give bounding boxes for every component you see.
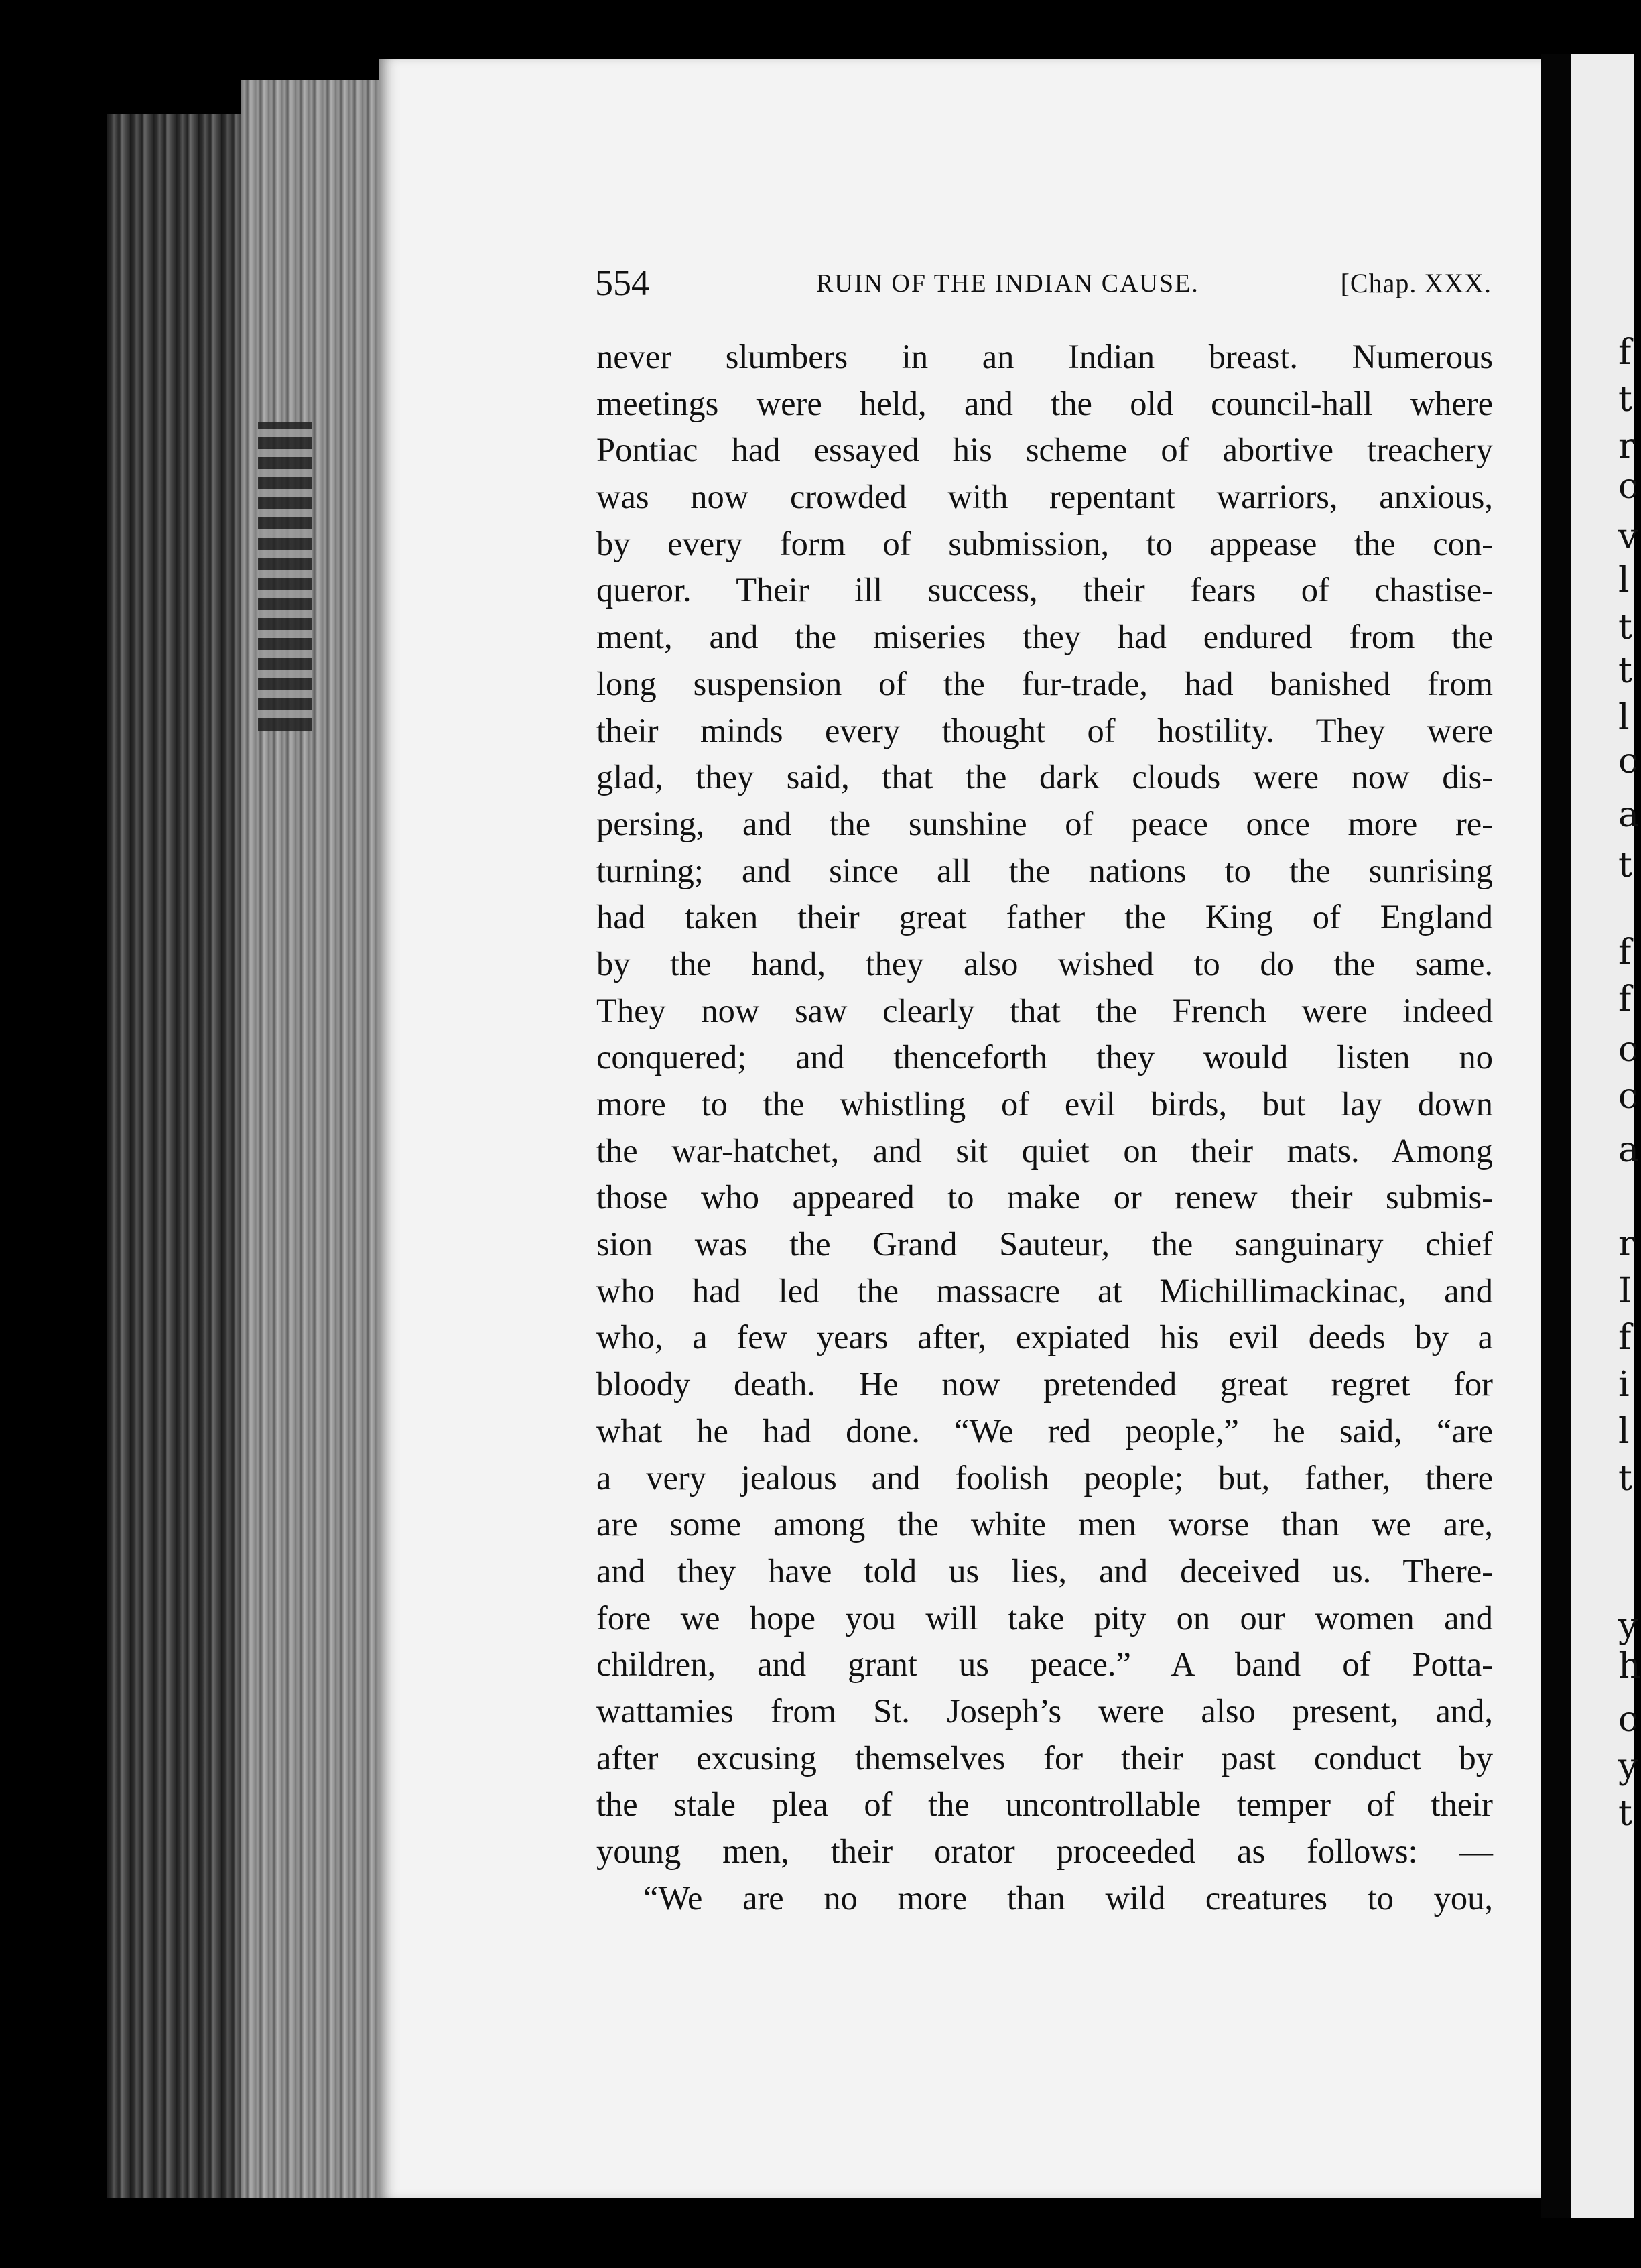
text-line: more to the whistling of evil birds, but lay down — [596, 1085, 1493, 1123]
text-line: the stale plea of the uncontrollable temper of their — [596, 1785, 1493, 1824]
facing-page-char: c — [1618, 466, 1638, 507]
text-line: wattamies from St. Joseph’s were also present, and, — [596, 1692, 1493, 1730]
text-line: their minds every thought of hostility. They were — [596, 711, 1493, 749]
text-line: who, a few years after, expiated his evil deeds by a — [596, 1318, 1493, 1357]
body-text — [596, 334, 1493, 1922]
text-line: the war-hatchet, and sit quiet on their mats. Among — [596, 1131, 1493, 1170]
text-line: ment, and the miseries they had endured from the — [596, 618, 1493, 656]
text-line: who had led the massacre at Michillimackinac, and — [596, 1271, 1493, 1310]
chapter-label: [Chap. XXX. — [1340, 268, 1492, 298]
book-fore-edge — [241, 80, 382, 2198]
facing-page-char: c — [1618, 1700, 1638, 1740]
text-line: bloody death. He now pretended great regret for — [596, 1365, 1493, 1403]
text-line: after excusing themselves for their past conduct by — [596, 1739, 1493, 1777]
facing-page-char: l — [1618, 698, 1630, 738]
text-line: and they have told us lies, and deceived us. There- — [596, 1552, 1493, 1590]
text-line: long suspension of the fur-trade, had banished from — [596, 664, 1493, 702]
running-title: RUIN OF THE INDIAN CAUSE. — [816, 269, 1199, 298]
facing-page-char: c — [1618, 1076, 1638, 1117]
facing-page-char: h — [1618, 1646, 1641, 1686]
facing-page-char: r — [1618, 426, 1635, 466]
text-line: turning; and since all the nations to the sunrising — [596, 851, 1493, 889]
facing-page-char: t — [1618, 651, 1632, 691]
facing-page-char: f — [1618, 332, 1632, 373]
text-line: never slumbers in an Indian breast. Numerous — [596, 338, 1493, 375]
text-line: young men, their orator proceeded as follows: — — [596, 1832, 1493, 1870]
text-line: are some among the white men worse than we are, — [596, 1505, 1493, 1544]
facing-page-char: t — [1618, 379, 1632, 420]
text-line: fore we hope you will take pity on our women and — [596, 1598, 1493, 1637]
book-gutter — [1541, 54, 1575, 2218]
facing-page-char: y — [1618, 1747, 1638, 1787]
text-line: They now saw clearly that the French were indeed — [596, 991, 1493, 1029]
text-line: persing, and the sunshine of peace once more re- — [596, 804, 1493, 842]
facing-page-char: t — [1618, 607, 1632, 647]
text-line: what he had done. “We red people,” he said, “are — [596, 1411, 1493, 1450]
text-line: by the hand, they also wished to do the same. — [596, 944, 1493, 983]
facing-page-char: i — [1618, 1365, 1630, 1405]
text-line: “We are no more than wild creatures to you, — [643, 1879, 1493, 1917]
facing-page-char: c — [1618, 741, 1638, 781]
text-line: Pontiac had essayed his scheme of abortive treachery — [596, 431, 1493, 469]
facing-page-char: r — [1618, 1224, 1635, 1264]
facing-page-char: l — [1618, 1411, 1630, 1452]
facing-page-char: c — [1618, 1029, 1638, 1070]
text-line: those who appeared to make or renew their submis- — [596, 1178, 1493, 1216]
facing-page-char: I — [1618, 1271, 1632, 1311]
facing-page-char: f — [1618, 979, 1632, 1019]
text-line: glad, they said, that the dark clouds were now dis- — [596, 758, 1493, 796]
facing-page-char: t — [1618, 1793, 1632, 1834]
facing-page-char: t — [1618, 1458, 1632, 1499]
facing-page-char: t — [1618, 845, 1632, 885]
facing-page-char: v — [1618, 517, 1638, 557]
library-edge-stamp — [258, 422, 312, 731]
facing-page-char: y — [1618, 1606, 1638, 1646]
text-line: by every form of submission, to appease the con- — [596, 524, 1493, 562]
text-line: conquered; and thenceforth they would listen no — [596, 1038, 1493, 1076]
facing-page-char: a — [1618, 795, 1640, 835]
text-line: meetings were held, and the old council-hall where — [596, 384, 1493, 422]
text-line: sion was the Grand Sauteur, the sanguinary chief — [596, 1225, 1493, 1263]
facing-page-char: f — [1618, 932, 1632, 972]
text-line: children, and grant us peace.” A band of Potta- — [596, 1645, 1493, 1684]
running-head — [595, 263, 1492, 303]
page-number: 554 — [595, 263, 649, 303]
facing-page-char: a — [1618, 1130, 1640, 1170]
facing-page-char: f — [1618, 1318, 1632, 1358]
text-line: had taken their great father the King of England — [596, 898, 1493, 936]
text-line: a very jealous and foolish people; but, father, there — [596, 1458, 1493, 1497]
text-line: was now crowded with repentant warriors, anxious, — [596, 478, 1493, 516]
facing-page-char: l — [1618, 560, 1630, 601]
text-line: queror. Their ill success, their fears of chastise- — [596, 571, 1493, 609]
